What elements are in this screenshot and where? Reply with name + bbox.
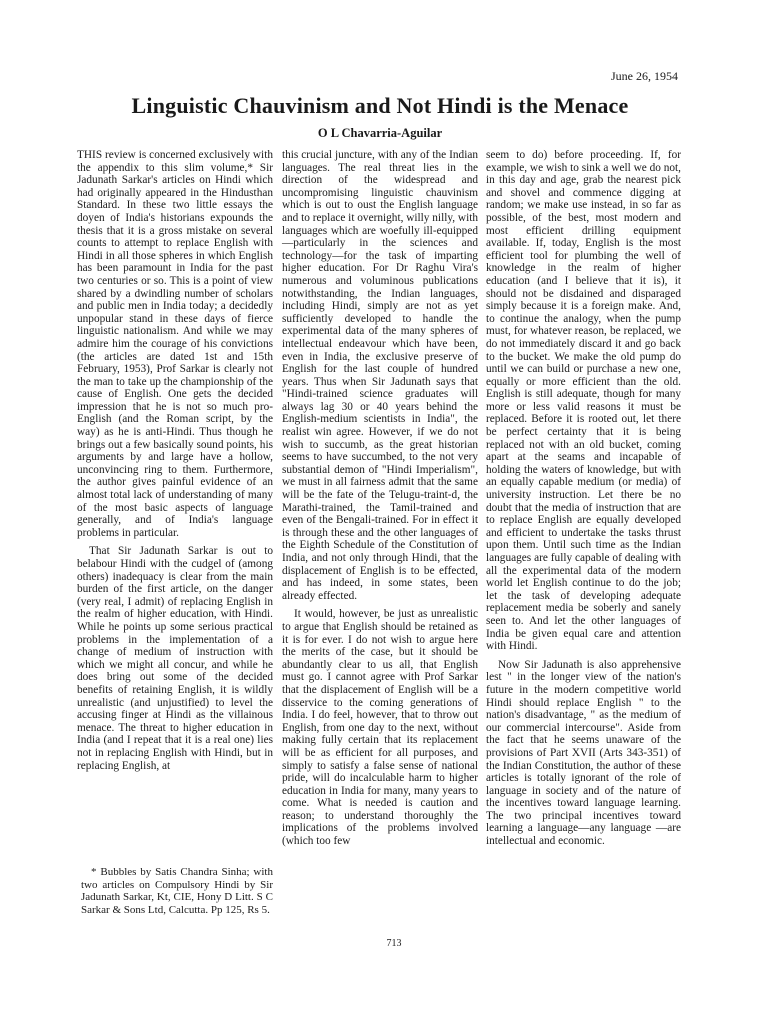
- paragraph: Now Sir Jadunath is also apprehensive lest " in the longer view of the nation's future in the modern competitive world Hindi should replace English " to the nation's disadvantage, " as the medium of our commercial intercourse". Aside from the fact that he seems unaware of the provisions of Part XVII (Arts 343-351) of the Indian Constitution, the author of these articles is totally ignorant of the role of language in society and of the nature of the incentives toward language learning. The two principal incentives toward learning a language—any language —are intellectual and economic.: [486, 658, 681, 848]
- page-number: 713: [386, 938, 402, 949]
- issue-date: June 26, 1954: [611, 69, 678, 83]
- paragraph: THIS review is concerned exclusively with the appendix to this slim volume,* Sir Jadunath Sarkar's articles on Hindi which had originally appeared in the Hindusthan Standard. In these two little essays the doyen of India's historians expounds the thesis that it is a gross mistake on several counts to attempt to replace English with Hindi in all those spheres in which English has been paramount in India for the past two centuries or so. This is a point of view shared by a dwindling number of scholars and public men in India today; a decidedly unpopular stand in these days of fierce linguistic nationalism. And while we may admire him the courage of his convictions (the articles are dated 1st and 15th February, 1953), Prof Sarkar is clearly not the man to take up the championship of the cause of English. One gets the decided impression that he is not so much pro-English (and the Roman script, by the way) as he is anti-Hindi. Thus though he brings out a few basically sound points, his arguments by and large have a hollow, unconvincing ring to them. Furthermore, the author gives painful evidence of an almost total lack of understanding of many of the most basic aspects of language generally, and of India's language problems in particular.: [77, 149, 273, 539]
- paragraph: this crucial juncture, with any of the Indian languages. The real threat lies in the direction of the widespread and uncompromising linguistic chauvinism which is out to oust the English language and to replace it overnight, willy nilly, with languages which are woefully ill-equipped—particularly in the sciences and technology—for the task of imparting higher education. For Dr Raghu Vira's numerous and voluminous publications notwithstanding, the Indian languages, including Hindi, simply are not as yet sufficiently developed to handle the experimental data of the many spheres of intellectual endeavour which have been, even in India, the exclusive preserve of English for the last couple of hundred years. Thus when Sir Jadunath says that "Hindi-trained science graduates will always lag 30 or 40 years behind the English-medium scientists in India", the realist win agree. However, if we do not wish to succumb, as the great historian seems to have succumbed, to the not very substantial demon of "Hindi Imperialism", we must in all fairness admit that the same will be the fate of the Telugu-traint-d, the Marathi-trained, the Tamil-trained and even of the Bengali-trained. For in effect it is through these and the other languages of the Eighth Schedule of the Constitution of India, and not only through Hindi, that the displacement of English is to be effected, and has indeed, in some states, been already effected.: [282, 149, 478, 602]
- column-1: [77, 149, 273, 772]
- article-title: Linguistic Chauvinism and Not Hindi is the Menace: [131, 93, 629, 118]
- paragraph: That Sir Jadunath Sarkar is out to belabour Hindi with the cudgel of (among others) inadequacy is clear from the main burden of the first article, on the danger (very real, I admit) of replacing English in the realm of higher education, with Hindi. While he points up some serious practical problems in the implementation of a change of medium of instruction with which we might all concur, and while he does bring out some of the decided benefits of retaining English, it is wildly unrealistic (and unjustified) to level the accusing finger at Hindi as the villainous menace. The threat to higher education in India (and I repeat that it is a real one) lies not in replacing English with Hindi, but in replacing English, at: [77, 545, 273, 772]
- footnote: * Bubbles by Satis Chandra Sinha; with two articles on Compulsory Hindi by Sir Jadunath Sarkar, Kt, CIE, Hony D Litt. S C Sarkar & Sons Ltd, Calcutta. Pp 125, Rs 5.: [81, 866, 273, 916]
- paragraph: seem to do) before proceeding. If, for example, we wish to sink a well we do not, in this day and age, grab the nearest pick and shovel and commence digging at random; we make use instead, in so far as possible, of the best, most modern and most efficient drilling equipment available. If, today, English is the most efficient tool for plumbing the well of knowledge in the realm of higher education (and I believe that it is), it should not be disdained and disparaged simply because it is a foreign make. And, to continue the analogy, when the pump must, for whatever reason, be replaced, we do not immediately discard it and go back to the bucket. We make the old pump do until we can build or purchase a new one, equally or more efficient than the old. English is still adequate, though for many more or less valid reasons it must be replaced. Before it is rooted out, let there be perfect certainty that it is being replaced not with an old bucket, coming apart at the seams and incapable of holding the waters of knowledge, but with an equally capable medium (or media) of university instruction. Let there be no doubt that the media of instruction that are to replace English are equally developed and efficient to undertake the tasks thrust upon them. Until such time as the Indian languages are fully capable of dealing with all the experimental data of the modern world let English continue to do the job; let the task of developing adequate replacement media be soberly and sanely seen to. And let the other languages of India be given equal care and attention with Hindi.: [486, 149, 681, 653]
- column-3: [486, 149, 681, 848]
- column-2: [282, 149, 478, 848]
- article-author: O L Chavarria-Aguilar: [317, 126, 443, 140]
- paragraph: It would, however, be just as unrealistic to argue that English should be retained as it is for ever. I do not wish to argue here the merits of the case, but it should be abundantly clear to us all, that English must go. I cannot agree with Prof Sarkar that the displacement of English will be a disservice to the coming generations of India. I do feel, however, that to throw out English, from one day to the next, without making fully certain that its replacement will be as efficient for all purposes, and simply to satisfy a false sense of national pride, will do incalculable harm to higher education in India for many, many years to come. What is needed is caution and reason; to understand thoroughly the implications of the problems involved (which too few: [282, 608, 478, 848]
